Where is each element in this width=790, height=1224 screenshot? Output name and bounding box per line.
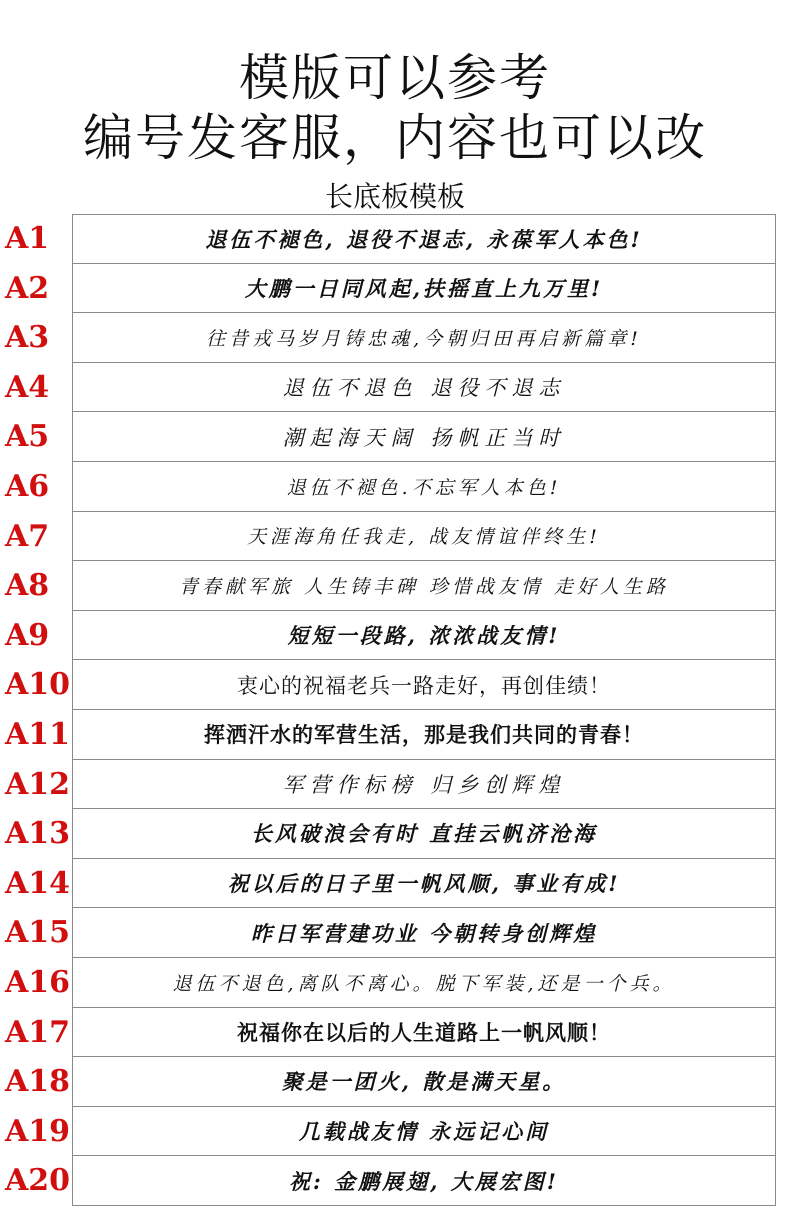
template-row[interactable]: [0, 1008, 790, 1058]
template-cell[interactable]: [72, 214, 776, 264]
template-code: A1: [5, 221, 50, 256]
template-code: A10: [5, 667, 71, 703]
template-row[interactable]: [0, 561, 790, 611]
template-text: 退伍不退色 退役不退志: [282, 376, 566, 401]
template-cell[interactable]: [72, 412, 776, 462]
template-code: A9: [5, 617, 50, 653]
template-row[interactable]: [0, 264, 790, 314]
template-cell[interactable]: [72, 561, 776, 611]
template-code: A11: [5, 716, 71, 752]
template-text: 祝福你在以后的人生道路上一帆风顺！: [237, 1020, 611, 1045]
header-title-line-1: 模版可以参考: [239, 49, 551, 107]
template-row[interactable]: [0, 1057, 790, 1107]
template-cell[interactable]: [72, 611, 776, 661]
template-row[interactable]: [0, 760, 790, 810]
template-row[interactable]: [0, 859, 790, 909]
template-text: 天涯海角任我走, 战友情谊伴终生!: [247, 526, 601, 549]
template-text: 往昔戎马岁月铸忠魂,今朝归田再启新篇章!: [206, 327, 642, 350]
template-text: 退伍不褪色.不忘军人本色!: [286, 476, 562, 499]
template-code: A20: [5, 1163, 71, 1199]
template-text: 短短一段路, 浓浓战友情!: [287, 623, 561, 649]
template-row[interactable]: [0, 660, 790, 710]
template-row[interactable]: [0, 1156, 790, 1206]
template-text: 退伍不退色,离队不离心。脱下军装,还是一个兵。: [172, 972, 676, 995]
template-text: 退伍不褪色, 退役不退志, 永葆军人本色!: [205, 226, 643, 252]
template-code: A7: [5, 518, 50, 554]
template-cell[interactable]: [72, 1156, 776, 1206]
template-code: A17: [5, 1014, 71, 1050]
template-text: 聚是一团火, 散是满天星。: [281, 1069, 567, 1095]
template-code: A2: [5, 270, 50, 306]
template-text: 青春献军旅 人生铸丰碑 珍惜战友情 走好人生路: [178, 575, 670, 598]
template-row[interactable]: [0, 1107, 790, 1157]
template-code: A13: [5, 816, 71, 852]
template-row[interactable]: [0, 611, 790, 661]
template-list: [0, 214, 790, 1206]
template-cell[interactable]: [72, 958, 776, 1008]
template-text: 长风破浪会有时 直挂云帆济沧海: [250, 821, 598, 847]
template-row[interactable]: [0, 512, 790, 562]
template-text: 昨日军营建功业 今朝转身创辉煌: [250, 920, 598, 946]
template-cell[interactable]: [72, 313, 776, 363]
template-code: A5: [5, 419, 50, 455]
template-row[interactable]: [0, 908, 790, 958]
template-cell[interactable]: [72, 660, 776, 710]
template-text: 潮起海天阔 扬帆正当时: [282, 425, 566, 450]
template-text: 几载战友情 永远记心间: [298, 1118, 550, 1144]
template-text: 衷心的祝福老兵一路走好，再创佳绩！: [237, 673, 611, 698]
template-code: A3: [5, 320, 50, 356]
template-text: 挥洒汗水的军营生活，那是我们共同的青春！: [204, 723, 644, 748]
template-cell[interactable]: [72, 1107, 776, 1157]
template-text: 军营作标榜 归乡创辉煌: [282, 772, 566, 797]
template-code: A6: [5, 468, 50, 504]
template-code: A14: [5, 865, 71, 901]
template-cell[interactable]: [72, 1008, 776, 1058]
template-row[interactable]: [0, 214, 790, 264]
template-code: A19: [5, 1113, 71, 1149]
template-cell[interactable]: [72, 760, 776, 810]
template-cell[interactable]: [72, 363, 776, 413]
template-cell[interactable]: [72, 462, 776, 512]
template-code: A16: [5, 964, 71, 1000]
template-row[interactable]: [0, 958, 790, 1008]
template-cell[interactable]: [72, 859, 776, 909]
template-row[interactable]: [0, 462, 790, 512]
template-row[interactable]: [0, 313, 790, 363]
template-row[interactable]: [0, 363, 790, 413]
template-cell[interactable]: [72, 1057, 776, 1107]
section-subtitle: 长底板模板: [324, 180, 465, 213]
template-code: A18: [5, 1064, 71, 1100]
template-cell[interactable]: [72, 710, 776, 760]
template-code: A4: [5, 369, 50, 405]
template-text: 祝以后的日子里一帆风顺, 事业有成!: [227, 871, 621, 897]
template-row[interactable]: [0, 809, 790, 859]
template-code: A8: [5, 568, 50, 604]
template-code: A12: [5, 766, 71, 802]
template-code: A15: [5, 915, 71, 951]
template-row[interactable]: [0, 710, 790, 760]
template-cell[interactable]: [72, 512, 776, 562]
template-cell[interactable]: [72, 908, 776, 958]
template-text: 大鹏一日同风起,扶摇直上九万里!: [244, 275, 604, 301]
template-cell[interactable]: [72, 264, 776, 314]
header-title-line-2: 编号发客服，内容也可以改: [83, 109, 707, 167]
template-cell[interactable]: [72, 809, 776, 859]
template-text: 祝: 金鹏展翅, 大展宏图!: [289, 1168, 559, 1194]
template-row[interactable]: [0, 412, 790, 462]
